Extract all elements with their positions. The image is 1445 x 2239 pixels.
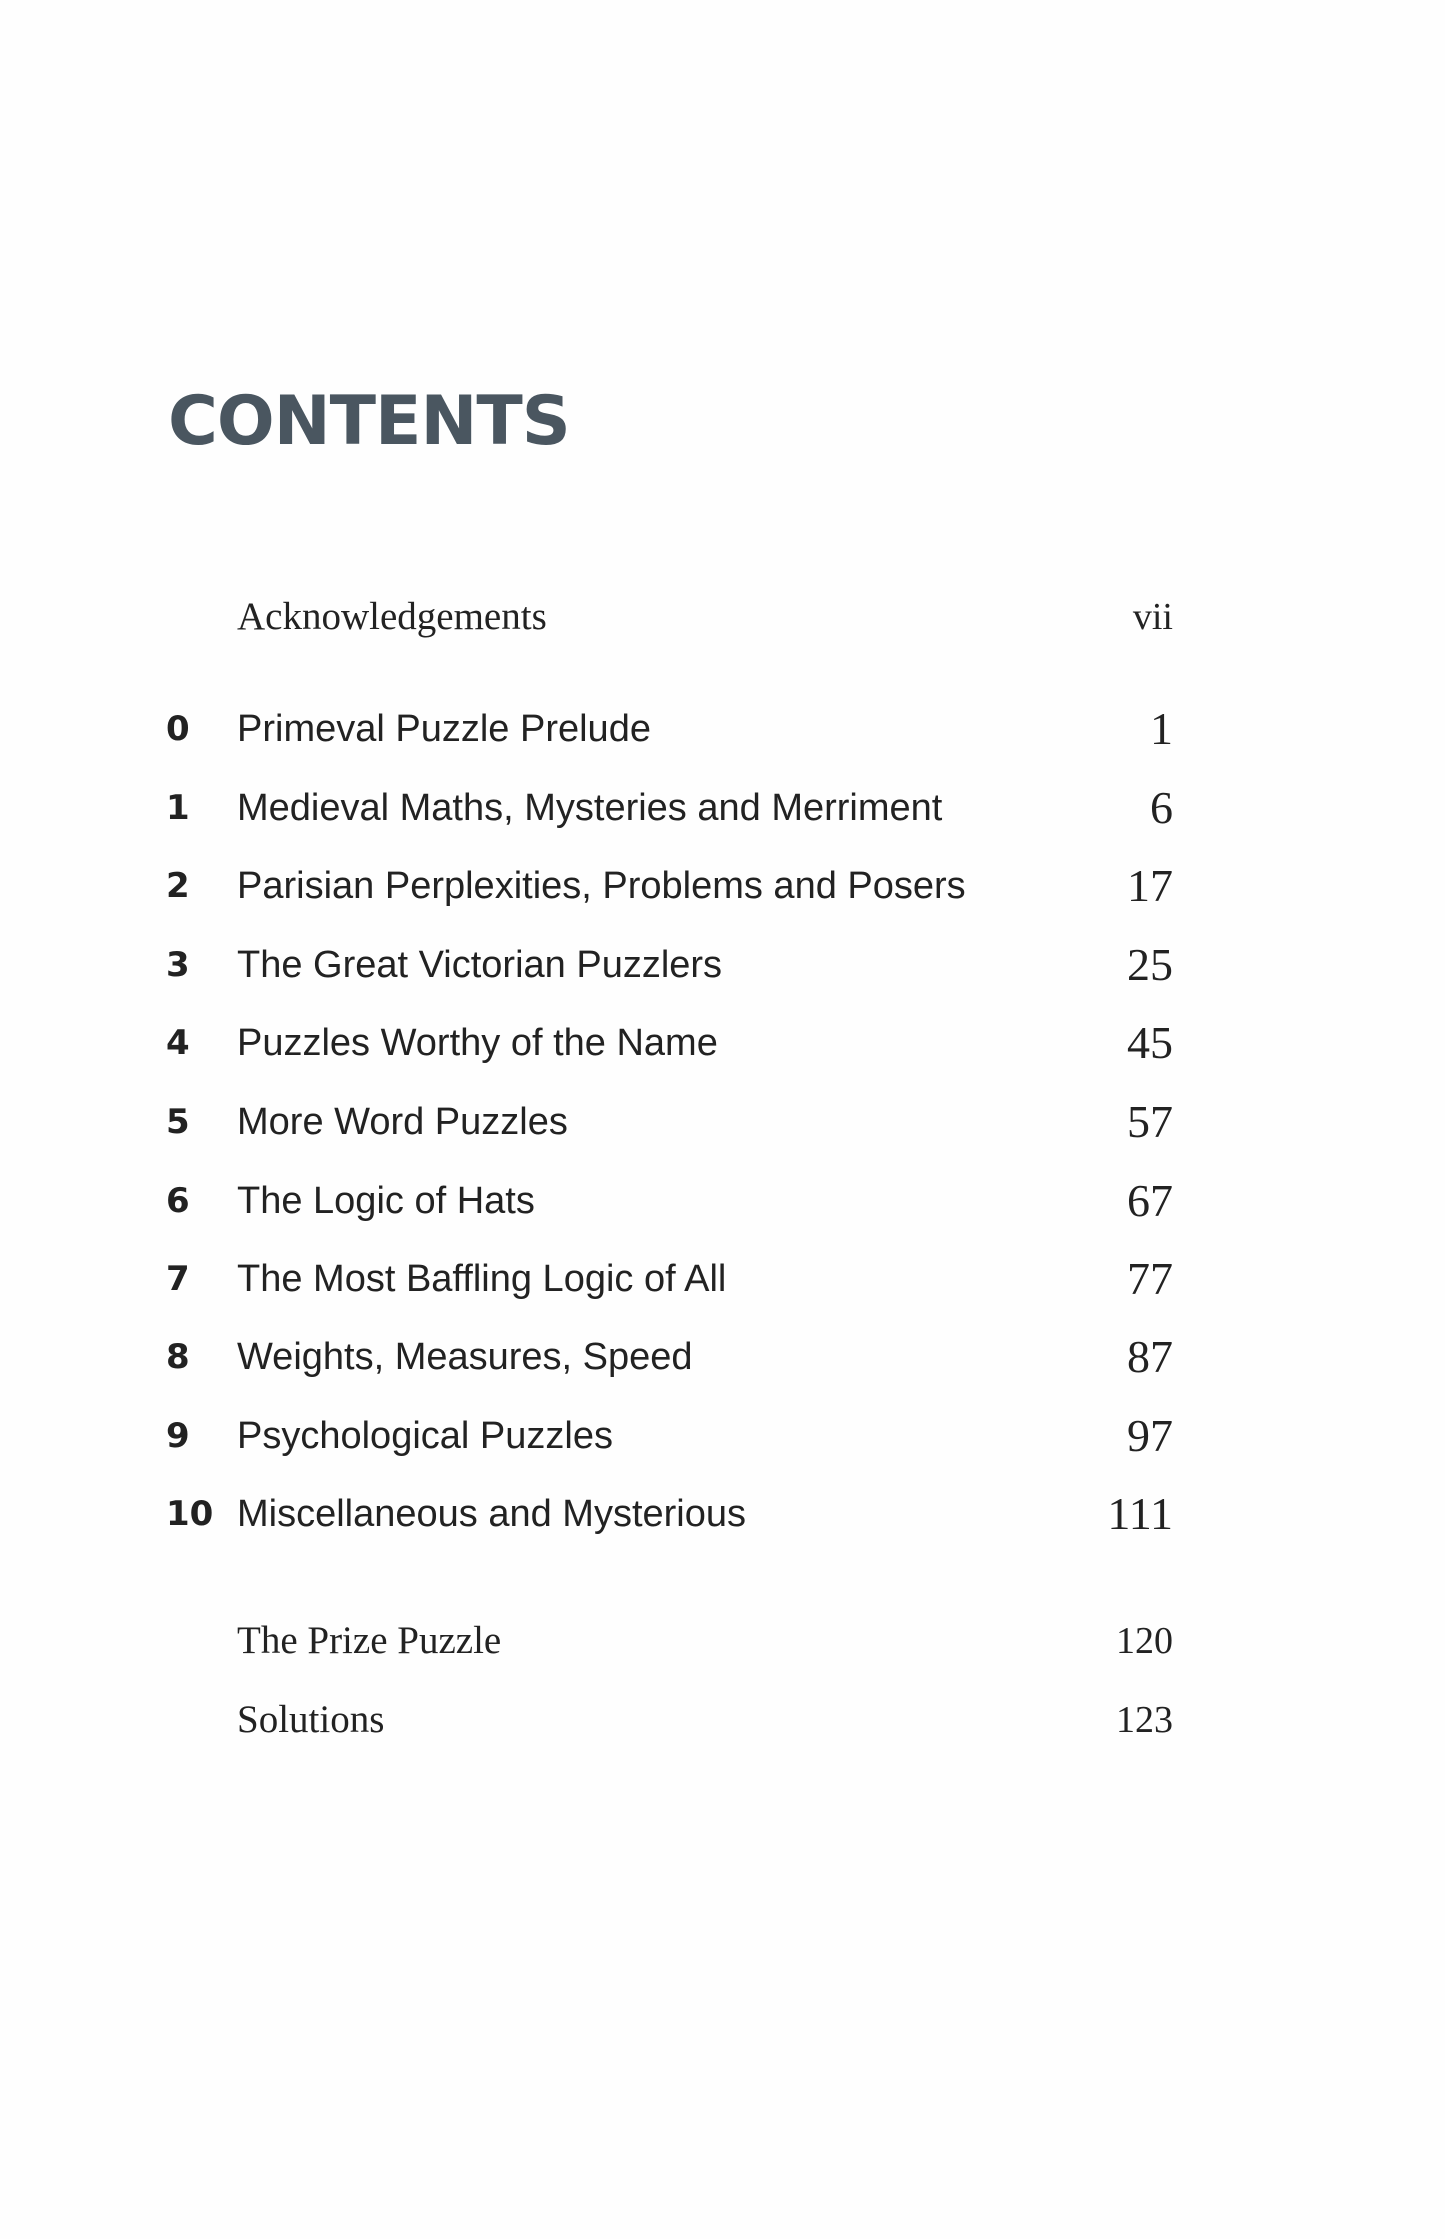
chapter-number: 6 [166,1181,190,1221]
chapter-page: 1 [1150,703,1173,754]
toc-chapter-8[interactable] [0,1327,1445,1387]
toc-chapter-0[interactable] [0,699,1445,759]
chapter-page: 17 [1127,860,1173,911]
chapter-page: 45 [1127,1017,1173,1068]
chapter-number: 10 [166,1494,214,1534]
chapter-number: 0 [166,709,190,749]
chapter-number: 8 [166,1337,190,1377]
chapter-number: 7 [166,1259,190,1299]
toc-chapter-3[interactable] [0,935,1445,995]
entry-page: vii [1132,596,1173,638]
toc-chapter-9[interactable] [0,1406,1445,1466]
entry-label: Acknowledgements [237,595,547,638]
chapter-title: The Most Baffling Logic of All [237,1258,727,1300]
chapter-number: 1 [166,788,190,828]
chapter-title: Psychological Puzzles [237,1415,613,1457]
toc-chapter-6[interactable] [0,1171,1445,1231]
chapter-page: 77 [1127,1253,1173,1304]
toc-entry-prize-puzzle[interactable] [0,1611,1445,1671]
toc-entry-acknowledgements[interactable] [0,587,1445,647]
chapter-number: 4 [166,1023,190,1063]
chapter-title: Parisian Perplexities, Problems and Posers [237,865,966,907]
chapter-title: Primeval Puzzle Prelude [237,708,651,750]
chapter-page: 67 [1127,1175,1173,1226]
chapter-page: 111 [1107,1488,1173,1539]
chapter-title: The Logic of Hats [237,1180,535,1222]
chapter-number: 9 [166,1416,190,1456]
toc-entry-solutions[interactable] [0,1690,1445,1750]
chapter-page: 97 [1127,1410,1173,1461]
chapter-page: 87 [1127,1331,1173,1382]
toc-chapter-4[interactable] [0,1013,1445,1073]
entry-label: The Prize Puzzle [237,1619,502,1662]
entry-page: 123 [1116,1699,1173,1741]
toc-chapter-5[interactable] [0,1092,1445,1152]
page-title: CONTENTS [168,382,570,461]
entry-label: Solutions [237,1698,385,1741]
chapter-page: 6 [1150,782,1173,833]
toc-chapter-10[interactable] [0,1484,1445,1544]
toc-chapter-1[interactable] [0,778,1445,838]
chapter-title: More Word Puzzles [237,1101,568,1143]
chapter-title: Weights, Measures, Speed [237,1336,693,1378]
toc-chapter-2[interactable] [0,856,1445,916]
chapter-title: Medieval Maths, Mysteries and Merriment [237,787,943,829]
chapter-number: 5 [166,1102,190,1142]
chapter-title: The Great Victorian Puzzlers [237,944,723,986]
chapter-title: Puzzles Worthy of the Name [237,1022,718,1064]
chapter-page: 57 [1127,1096,1173,1147]
chapter-number: 2 [166,866,190,906]
toc-chapter-7[interactable] [0,1249,1445,1309]
chapter-page: 25 [1127,939,1173,990]
chapter-title: Miscellaneous and Mysterious [237,1493,747,1535]
chapter-number: 3 [166,945,190,985]
entry-page: 120 [1116,1620,1173,1662]
